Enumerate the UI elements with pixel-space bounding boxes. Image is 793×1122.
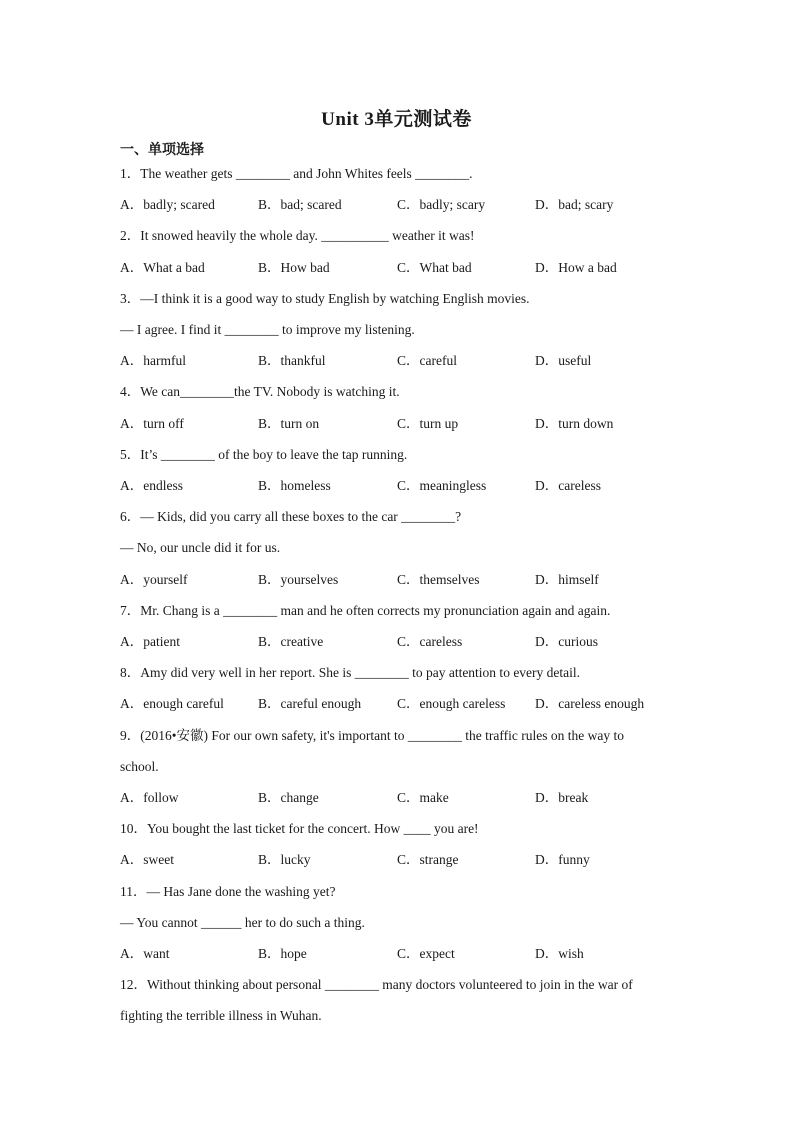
answer-option-b: B．creative — [258, 634, 324, 649]
answer-option-b: B．change — [258, 790, 319, 805]
answer-option-a: A．enough careful — [120, 696, 224, 711]
answer-option-b: B．bad; scared — [258, 197, 342, 212]
answer-option-b: B．hope — [258, 946, 307, 961]
answer-option-d: D．useful — [535, 353, 592, 368]
answer-option-c: C．expect — [397, 946, 455, 961]
answer-option-a: A．turn off — [120, 416, 184, 431]
question-stem: 12．Without thinking about personal ________ many doctors volunteered to join in the war of — [120, 977, 633, 992]
answer-option-d: D．wish — [535, 946, 584, 961]
answer-option-a: A．sweet — [120, 852, 174, 867]
question-stem: 2．It snowed heavily the whole day. __________ weather it was! — [120, 228, 475, 243]
question-stem: 9．(2016•安徽) For our own safety, it's important to ________ the traffic rules on the way to — [120, 728, 624, 743]
answer-option-a: A．patient — [120, 634, 180, 649]
answer-option-c: C．enough careless — [397, 696, 506, 711]
question-stem: 10．You bought the last ticket for the concert. How ____ you are! — [120, 821, 479, 836]
answer-option-c: C．themselves — [397, 572, 480, 587]
answer-option-a: A．endless — [120, 478, 183, 493]
answer-option-d: D．How a bad — [535, 260, 617, 275]
answer-option-b: B．turn on — [258, 416, 320, 431]
answer-option-a: A．yourself — [120, 572, 188, 587]
answer-option-a: A．What a bad — [120, 260, 205, 275]
answer-option-b: B．How bad — [258, 260, 330, 275]
section-heading: 一、单项选择 — [120, 142, 204, 158]
question-stem: 3．—I think it is a good way to study English by watching English movies. — [120, 291, 530, 306]
answer-option-b: B．homeless — [258, 478, 331, 493]
answer-option-a: A．badly; scared — [120, 197, 215, 212]
question-stem-continued: fighting the terrible illness in Wuhan. — [120, 1008, 322, 1023]
answer-option-d: D．careless enough — [535, 696, 645, 711]
answer-option-a: A．harmful — [120, 353, 186, 368]
question-stem: 7．Mr. Chang is a ________ man and he often corrects my pronunciation again and again. — [120, 603, 611, 618]
answer-option-d: D．careless — [535, 478, 601, 493]
question-stem: 8．Amy did very well in her report. She is ________ to pay attention to every detail. — [120, 665, 581, 680]
question-stem-continued: — You cannot ______ her to do such a thing. — [120, 915, 365, 930]
question-stem: 11．— Has Jane done the washing yet? — [120, 884, 336, 899]
answer-option-d: D．turn down — [535, 416, 614, 431]
answer-option-d: D．break — [535, 790, 589, 805]
question-stem-continued: — I agree. I find it ________ to improve my listening. — [120, 322, 415, 337]
question-stem: 1．The weather gets ________ and John Whites feels ________. — [120, 166, 473, 181]
page-title: Unit 3单元测试卷 — [321, 109, 472, 130]
answer-option-d: D．bad; scary — [535, 197, 614, 212]
answer-option-c: C．strange — [397, 852, 459, 867]
answer-option-c: C．turn up — [397, 416, 459, 431]
answer-option-c: C．careful — [397, 353, 457, 368]
answer-option-c: C．careless — [397, 634, 463, 649]
answer-option-d: D．funny — [535, 852, 590, 867]
answer-option-b: B．yourselves — [258, 572, 339, 587]
answer-option-d: D．himself — [535, 572, 599, 587]
answer-option-a: A．want — [120, 946, 170, 961]
question-stem-continued: — No, our uncle did it for us. — [120, 540, 281, 555]
question-stem: 4．We can________the TV. Nobody is watching it. — [120, 384, 400, 399]
answer-option-b: B．lucky — [258, 852, 311, 867]
question-stem: 5．It’s ________ of the boy to leave the tap running. — [120, 447, 408, 462]
answer-option-c: C．meaningless — [397, 478, 487, 493]
answer-option-b: B．careful enough — [258, 696, 362, 711]
question-stem: 6．— Kids, did you carry all these boxes to the car ________? — [120, 509, 462, 524]
question-stem-continued: school. — [120, 759, 159, 774]
answer-option-c: C．badly; scary — [397, 197, 486, 212]
answer-option-c: C．make — [397, 790, 449, 805]
answer-option-a: A．follow — [120, 790, 179, 805]
answer-option-d: D．curious — [535, 634, 598, 649]
answer-option-b: B．thankful — [258, 353, 326, 368]
answer-option-c: C．What bad — [397, 260, 472, 275]
